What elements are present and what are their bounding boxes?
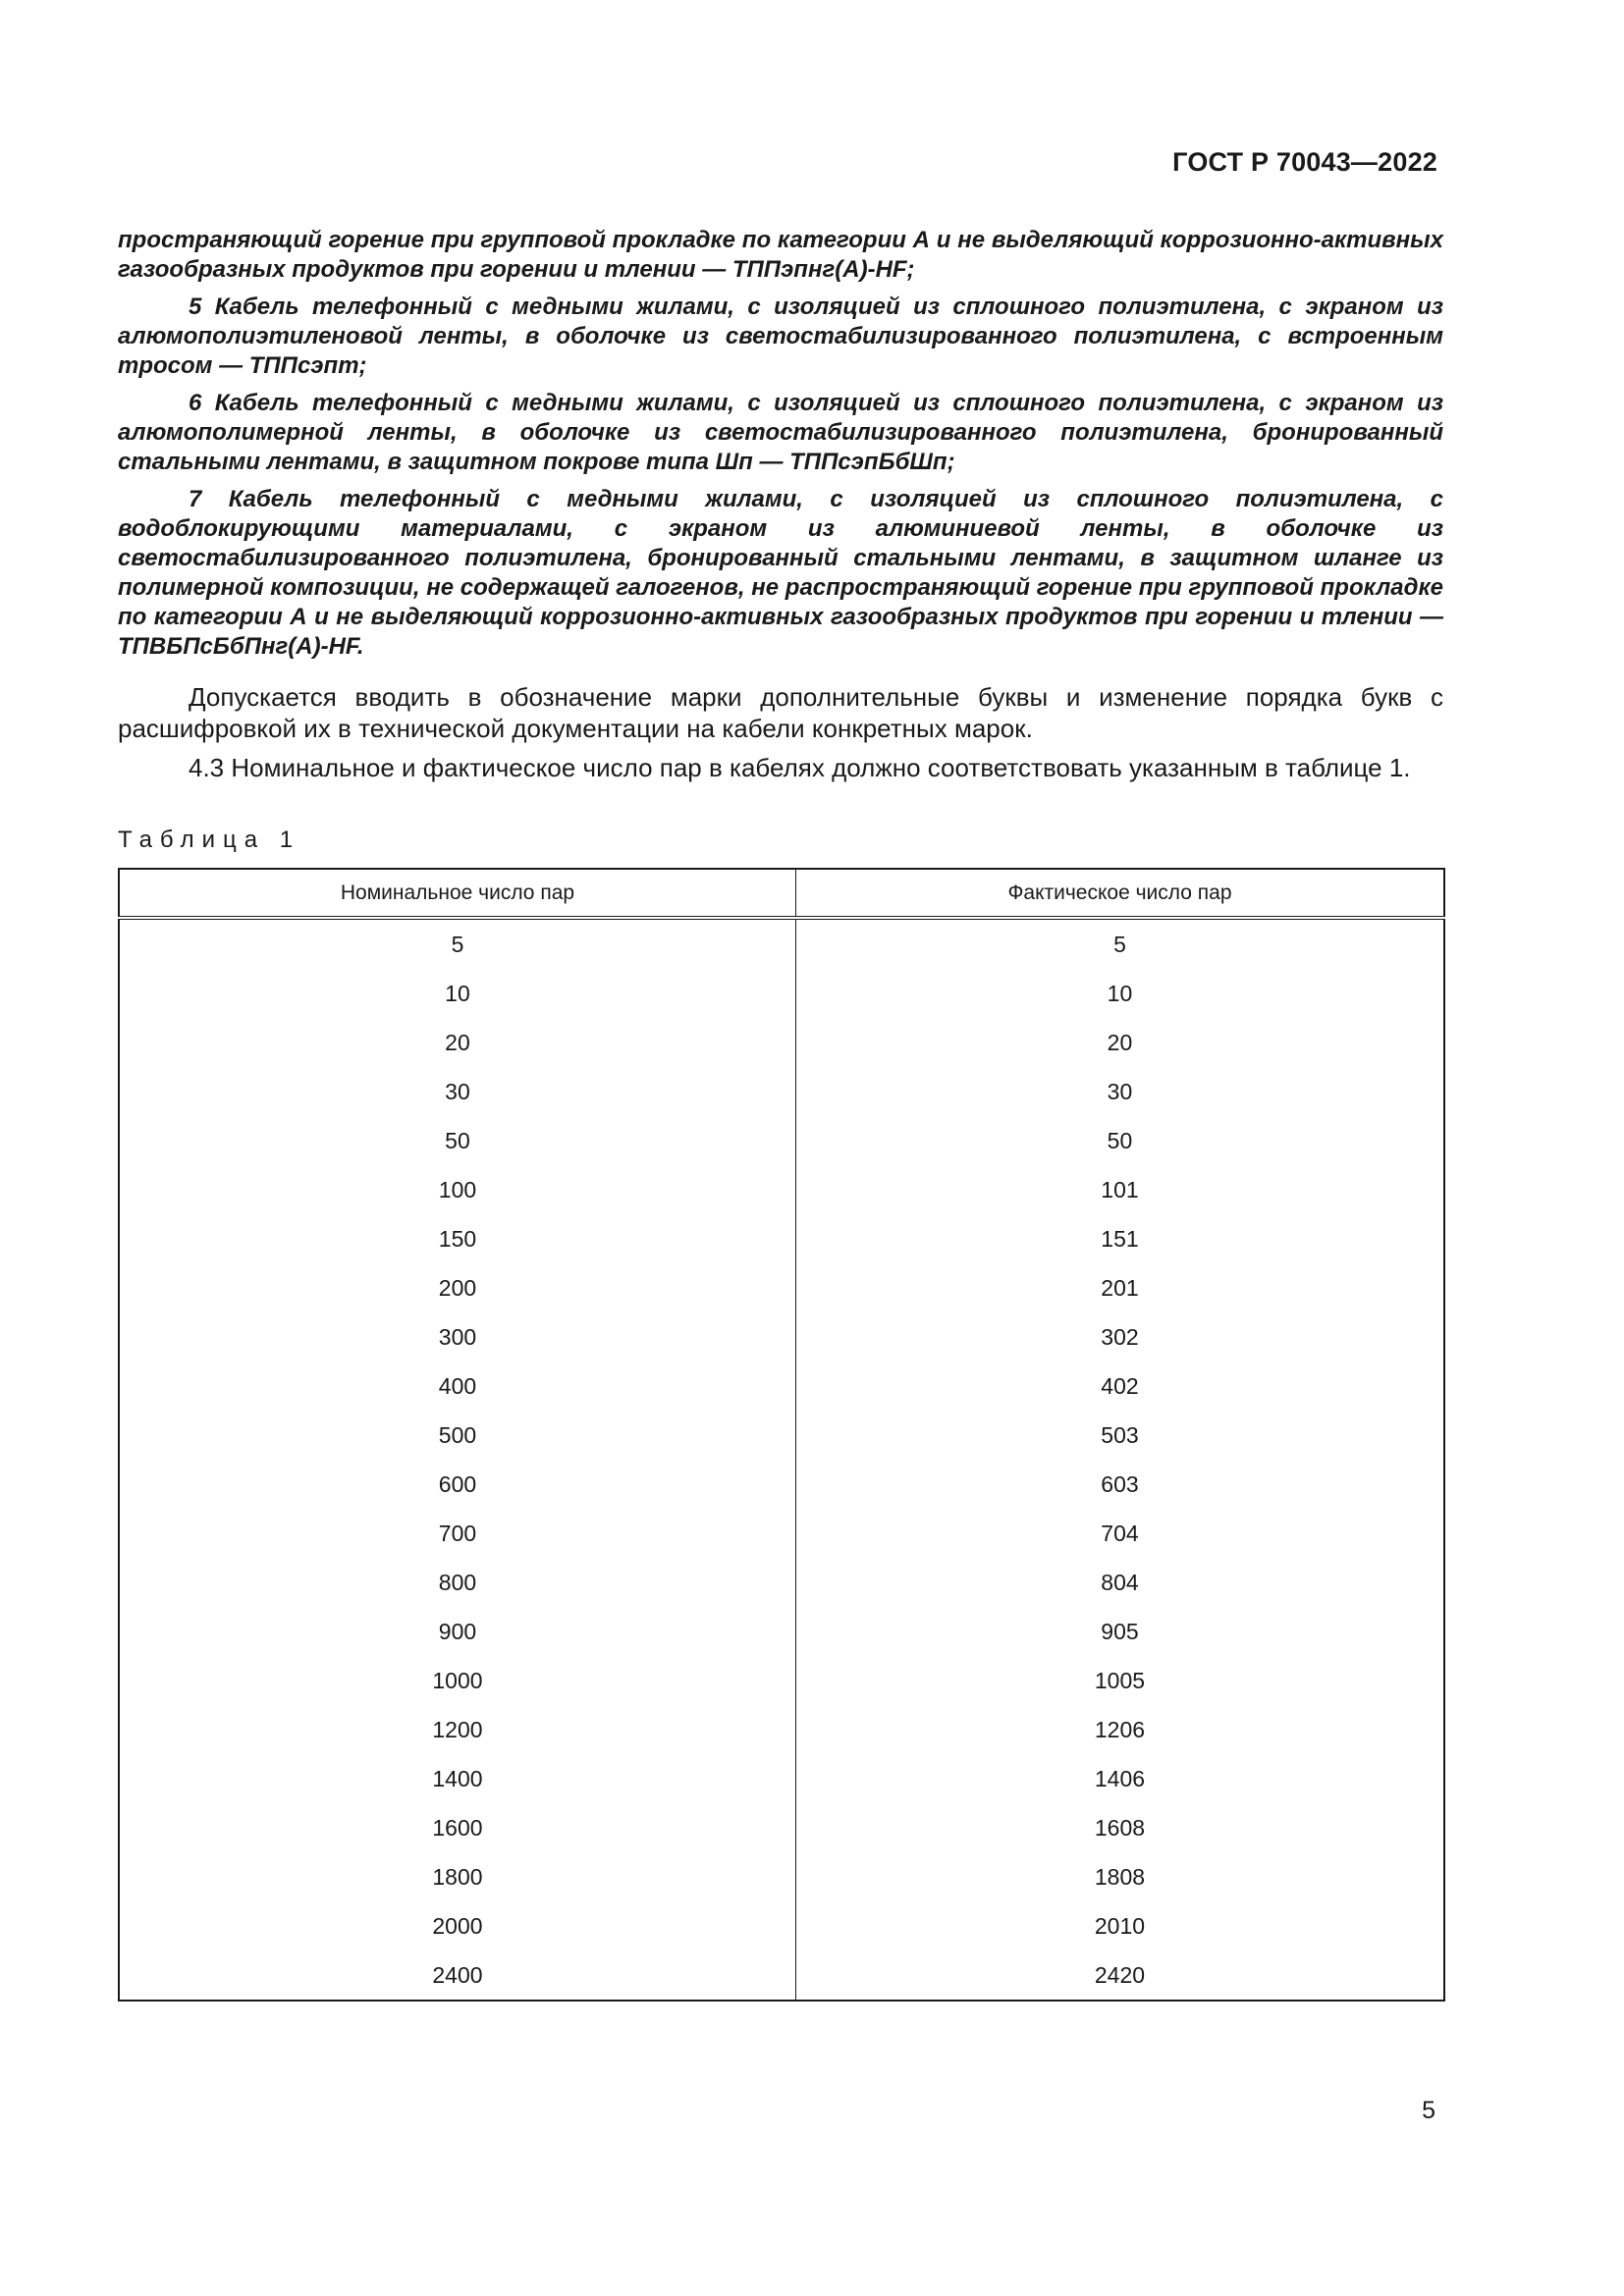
table-row — [119, 1460, 1444, 1509]
table-row — [119, 1362, 1444, 1411]
table-row — [119, 969, 1444, 1018]
cell-actual-pairs: 10 — [795, 969, 1444, 1018]
cell-nominal-pairs: 100 — [438, 1176, 477, 1202]
cell-actual-pairs: 201 — [795, 1263, 1444, 1312]
paragraph-clause-4-3: 4.3 Номинальное и фактическое число пар в кабелях должно соответствовать указанным в таблице 1. — [189, 753, 1411, 782]
cell-nominal-pairs: 1600 — [432, 1814, 483, 1841]
cell-nominal-pairs: 300 — [438, 1323, 477, 1350]
cell-nominal-pairs: 5 — [451, 931, 464, 957]
cell-actual-pairs: 1206 — [795, 1705, 1444, 1754]
paragraph-item-5: 5 Кабель телефонный с медными жилами, с изоляцией из сплошного полиэтилена, с экраном из алюмополиэтиленовой ленты, в оболочке из светостабилизированного полиэтилена, с встроенным тросом — ТППсэпт; — [118, 294, 1443, 379]
cell-nominal-pairs: 1000 — [432, 1667, 483, 1693]
table-row — [119, 1950, 1444, 2001]
table-body — [119, 918, 1444, 2001]
table-row — [119, 1312, 1444, 1362]
table-row — [119, 1754, 1444, 1803]
cell-nominal-pairs: 2400 — [432, 1961, 483, 1988]
table-row — [119, 1165, 1444, 1214]
cell-nominal-pairs: 200 — [438, 1274, 477, 1301]
cell-actual-pairs: 50 — [795, 1116, 1444, 1165]
cell-nominal-pairs: 20 — [445, 1029, 470, 1055]
cell-actual-pairs: 1406 — [795, 1754, 1444, 1803]
cell-nominal-pairs: 400 — [438, 1372, 477, 1399]
table-caption: Таблица 1 — [118, 827, 301, 853]
cell-actual-pairs: 151 — [795, 1214, 1444, 1263]
cell-actual-pairs: 603 — [795, 1460, 1444, 1509]
table-row — [119, 1509, 1444, 1558]
table-row — [119, 1067, 1444, 1116]
cell-nominal-pairs: 150 — [438, 1225, 477, 1252]
table-row — [119, 1411, 1444, 1460]
cell-nominal-pairs: 30 — [445, 1078, 470, 1104]
table-row — [119, 1852, 1444, 1901]
cell-nominal-pairs: 1200 — [432, 1716, 483, 1742]
paragraph-continuation: пространяющий горение при групповой прокладке по категории А и не выделяющий коррозионно-активных газообразных продуктов при горении и тлении — ТППэпнг(А)-HF; — [118, 227, 1443, 283]
cell-actual-pairs: 905 — [795, 1607, 1444, 1656]
table-row — [119, 1018, 1444, 1067]
cell-actual-pairs: 804 — [795, 1558, 1444, 1607]
table-row — [119, 1705, 1444, 1754]
cell-actual-pairs: 5 — [795, 918, 1444, 969]
cell-actual-pairs: 704 — [795, 1509, 1444, 1558]
table-row — [119, 1214, 1444, 1263]
cell-actual-pairs: 503 — [795, 1411, 1444, 1460]
table-row — [119, 1656, 1444, 1705]
table-row — [119, 1803, 1444, 1852]
cell-nominal-pairs: 800 — [438, 1569, 477, 1595]
pairs-table — [118, 868, 1445, 2002]
cell-actual-pairs: 20 — [795, 1018, 1444, 1067]
paragraph-item-7: 7 Кабель телефонный с медными жилами, с изоляцией из сплошного полиэтилена, с водоблокирующими материалами, с экраном из алюминиевой ленты, в оболочке из светостабилизированного полиэтилена, бронированный стальными лентами, в защитном шланге из полимерной композиции, не содержащей галогенов, не распространяющий горение при групповой прокладке по категории А и не выделяющий коррозионно-активных газообразных продуктов при горении и тлении — ТПВБПсБбПнг(А)-HF. — [118, 486, 1443, 660]
cell-nominal-pairs: 500 — [438, 1421, 477, 1448]
cell-nominal-pairs: 600 — [438, 1470, 477, 1497]
table-row — [119, 1558, 1444, 1607]
table-row — [119, 1901, 1444, 1950]
header-nominal-pairs: Номинальное число пар — [119, 869, 795, 918]
page-number: 5 — [1422, 2097, 1435, 2124]
document-code: ГОСТ Р 70043—2022 — [1172, 147, 1437, 177]
cell-nominal-pairs: 1800 — [432, 1863, 483, 1890]
paragraph-allowance: Допускается вводить в обозначение марки дополнительные буквы и изменение порядка букв с расшифровкой их в технической документации на кабели конкретных марок. — [118, 682, 1443, 743]
cell-nominal-pairs: 2000 — [432, 1912, 483, 1939]
cell-actual-pairs: 1608 — [795, 1803, 1444, 1852]
table-row — [119, 1116, 1444, 1165]
cell-actual-pairs: 1005 — [795, 1656, 1444, 1705]
cell-nominal-pairs: 10 — [445, 980, 470, 1006]
header-actual-pairs: Фактическое число пар — [795, 869, 1444, 918]
table-row — [119, 1607, 1444, 1656]
cell-actual-pairs: 1808 — [795, 1852, 1444, 1901]
cell-actual-pairs: 2010 — [795, 1901, 1444, 1950]
cell-nominal-pairs: 900 — [438, 1618, 477, 1644]
cell-nominal-pairs: 700 — [438, 1520, 477, 1546]
cell-actual-pairs: 302 — [795, 1312, 1444, 1362]
table-header-row — [119, 869, 1444, 918]
document-body — [118, 226, 1443, 2002]
cell-actual-pairs: 2420 — [795, 1950, 1444, 2001]
table-row — [119, 918, 1444, 969]
cell-nominal-pairs: 1400 — [432, 1765, 483, 1791]
paragraph-item-6: 6 Кабель телефонный с медными жилами, с изоляцией из сплошного полиэтилена, с экраном из алюмополимерной ленты, в оболочке из светостабилизированного полиэтилена, бронированный стальными лентами, в защитном покрове типа Шп — ТППсэпБбШп; — [118, 390, 1443, 475]
cell-nominal-pairs: 50 — [445, 1127, 470, 1153]
table-row — [119, 1263, 1444, 1312]
cell-actual-pairs: 402 — [795, 1362, 1444, 1411]
cell-actual-pairs: 30 — [795, 1067, 1444, 1116]
cell-actual-pairs: 101 — [795, 1165, 1444, 1214]
